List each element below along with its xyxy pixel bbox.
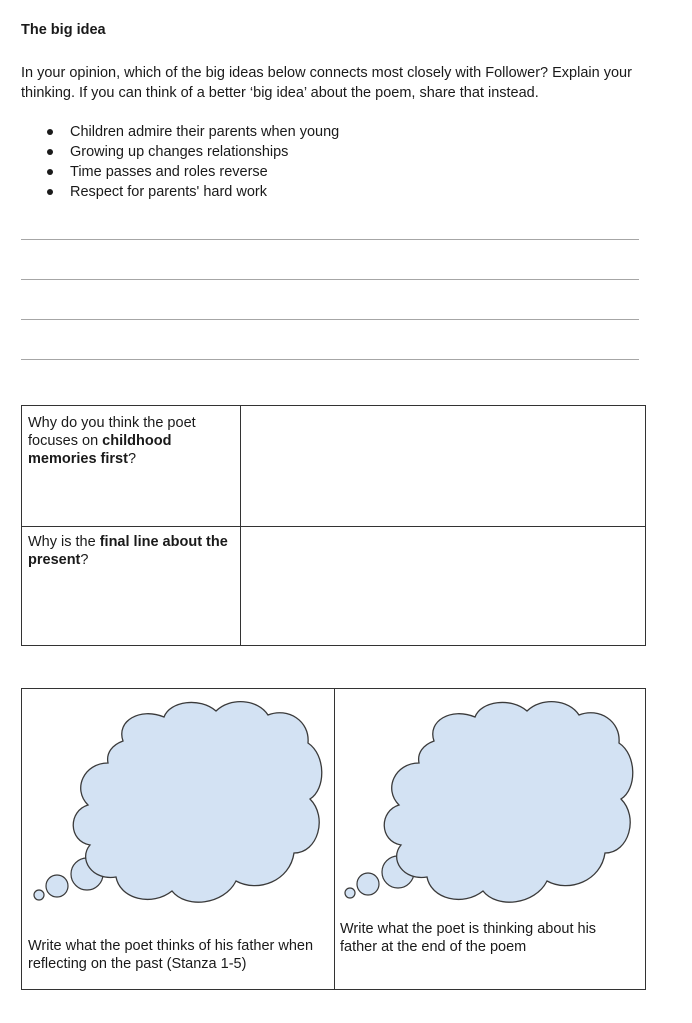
cloud-tail-small — [34, 890, 44, 900]
big-ideas-list — [45, 122, 339, 202]
writing-line[interactable] — [21, 239, 639, 240]
question-emphasis: childhood memories first — [28, 433, 172, 467]
thought-bubble-table — [21, 688, 646, 990]
question-text: ? — [127, 451, 137, 467]
question-cell-childhood — [22, 406, 241, 527]
list-item: Time passes and roles reverse — [45, 162, 339, 182]
list-item: Growing up changes relationships — [45, 142, 339, 162]
question-table — [21, 405, 646, 646]
question-text: Why is the — [28, 534, 100, 550]
answer-cell-final-line[interactable] — [241, 527, 646, 646]
table-row — [22, 406, 646, 527]
caption-past: Write what the poet thinks of his father when reflecting on the past (Stanza 1-5) — [28, 938, 314, 972]
cloud-tail-small — [345, 888, 355, 898]
answer-cell-childhood[interactable] — [241, 406, 646, 527]
cloud-body — [73, 702, 322, 903]
caption-present: Write what the poet is thinking about his father at the end of the poem — [340, 921, 597, 955]
page-title: The big idea — [21, 22, 106, 38]
writing-line[interactable] — [21, 319, 639, 320]
list-item: Respect for parents' hard work — [45, 182, 339, 202]
cloud-body — [384, 702, 633, 903]
thought-cloud-past[interactable] — [28, 693, 328, 913]
intro-paragraph: In your opinion, which of the big ideas below connects most closely with Follower? Explain your thinking. If you can think of a better ‘big idea’ about the poem, share that instead. — [21, 65, 632, 101]
list-item: Children admire their parents when young — [45, 122, 339, 142]
cloud-tail-medium — [46, 875, 68, 897]
writing-line[interactable] — [21, 359, 639, 360]
thought-cloud-present[interactable] — [339, 693, 639, 913]
table-row — [22, 527, 646, 646]
question-text: Why do you think the poet focuses on — [28, 415, 196, 449]
column-divider — [334, 689, 335, 989]
question-text: ? — [80, 552, 89, 568]
question-emphasis: final line about the present — [28, 534, 228, 568]
question-cell-final-line — [22, 527, 241, 646]
writing-line[interactable] — [21, 279, 639, 280]
cloud-tail-medium — [357, 873, 379, 895]
